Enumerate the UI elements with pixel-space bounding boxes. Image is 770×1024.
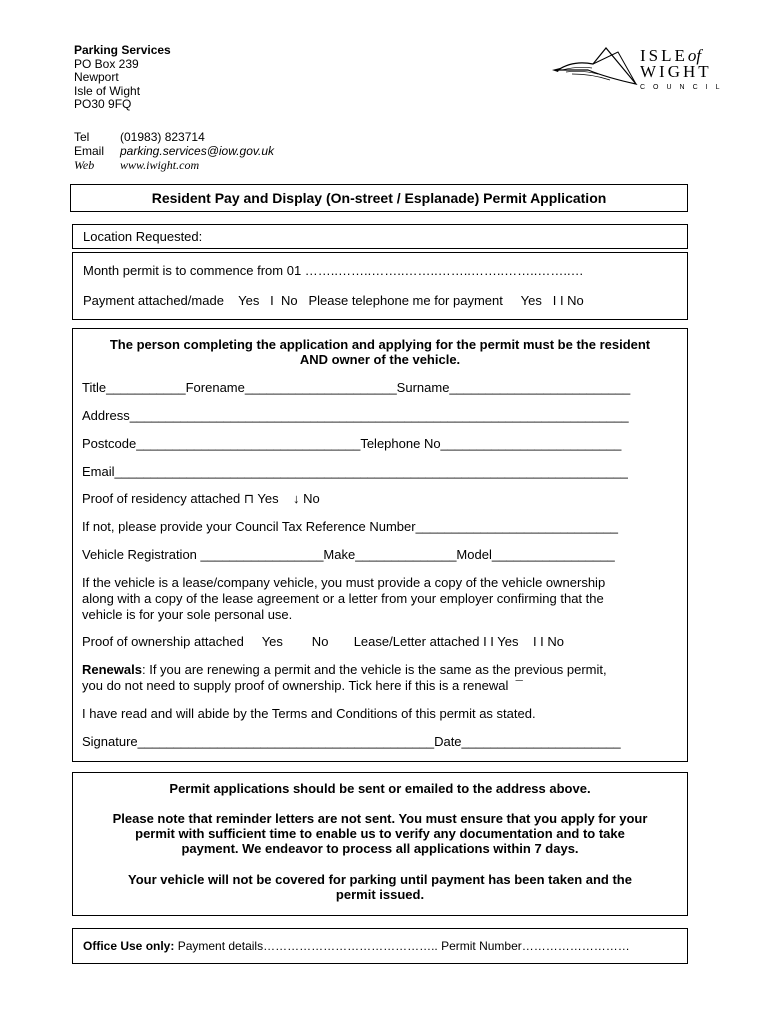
lease-note: vehicle is for your sole personal use. — [82, 607, 293, 622]
month-commence-field[interactable]: Month permit is to commence from 01 ……..……..……..……..……..……..……..……..… — [83, 263, 584, 278]
renewals-text: : If you are renewing a permit and the vehicle is the same as the previous permit, — [141, 662, 607, 677]
web-label: Web — [74, 158, 95, 172]
tel-value: (01983) 823714 — [120, 130, 205, 144]
month-payment-section — [72, 252, 688, 320]
location-label: Location Requested: — [83, 229, 203, 244]
email-value[interactable]: parking.services@iow.gov.uk — [120, 144, 275, 158]
form-title: Resident Pay and Display (On-street / Esplanade) Permit Application — [70, 184, 688, 212]
renewals-note — [82, 662, 607, 677]
terms-statement: I have read and will abide by the Terms and Conditions of this permit as stated. — [82, 706, 536, 721]
office-use-label: Office Use only: — [83, 939, 175, 953]
logo-line-1: ISLE — [640, 46, 688, 65]
web-value[interactable]: www.iwight.com — [120, 158, 200, 172]
proof-residency-checkbox[interactable]: Proof of residency attached ⊓ Yes ↓ No — [82, 491, 320, 506]
department-name: Parking Services — [74, 43, 171, 57]
address-line: Newport — [74, 70, 119, 85]
reminder-note: payment. We endeavor to process all applications within 7 days. — [181, 841, 579, 856]
coverage-note: permit issued. — [335, 887, 425, 902]
renewals-label: Renewals — [82, 662, 142, 677]
send-instruction: Permit applications should be sent or emailed to the address above. — [169, 781, 591, 796]
postcode-telephone-field[interactable]: Postcode_______________________________Telephone No_________________________ — [82, 436, 622, 451]
lease-note: If the vehicle is a lease/company vehicle, you must provide a copy of the vehicle ownership — [82, 575, 606, 590]
logo-emblem-icon — [548, 40, 638, 92]
council-tax-field[interactable]: If not, please provide your Council Tax Reference Number____________________________ — [82, 519, 619, 534]
vehicle-details-field[interactable]: Vehicle Registration _________________Make______________Model_________________ — [82, 547, 615, 562]
logo-of: of — [687, 46, 702, 65]
lease-note: along with a copy of the lease agreement or a letter from your employer confirming that the — [82, 591, 604, 606]
logo-line-3: COUNCIL — [640, 84, 728, 91]
address-line: PO Box 239 — [74, 56, 139, 71]
renewal-tick-field[interactable]: you do not need to supply proof of ownership. Tick here if this is a renewal ¯ — [82, 678, 523, 693]
address-line: Isle of Wight — [74, 83, 141, 98]
logo-line-2: WIGHT — [640, 62, 712, 81]
address-field[interactable]: Address_____________________________________________________________________ — [82, 408, 629, 423]
council-logo — [548, 40, 728, 92]
contact-block — [74, 130, 274, 172]
coverage-note: Your vehicle will not be covered for parking until payment has been taken and the — [128, 872, 632, 887]
address-block — [74, 44, 171, 112]
notice-line: The person completing the application and applying for the permit must be the resident — [109, 337, 651, 352]
location-requested-field[interactable] — [72, 224, 688, 249]
title-name-field[interactable]: Title___________Forename_____________________Surname_________________________ — [82, 380, 631, 395]
email-field[interactable]: Email_______________________________________________________________________ — [82, 464, 628, 479]
email-label: Email — [74, 144, 105, 158]
notice-line: AND owner of the vehicle. — [299, 352, 461, 367]
tel-label: Tel — [74, 130, 90, 144]
reminder-note: Please note that reminder letters are not sent. You must ensure that you apply for your — [112, 811, 648, 826]
applicant-section — [72, 328, 688, 762]
reminder-note: permit with sufficient time to enable us to verify any documentation and to take — [135, 826, 625, 841]
office-use-fields: Payment details…………………………………….. Permit Number……………………… — [174, 939, 630, 953]
payment-attached-field[interactable]: Payment attached/made Yes I No Please telephone me for payment Yes I I No — [83, 293, 584, 308]
proof-ownership-checkbox[interactable]: Proof of ownership attached Yes No Lease/Letter attached I I Yes I I No — [82, 634, 565, 649]
signature-date-field[interactable]: Signature_________________________________________Date______________________ — [82, 734, 621, 749]
logo-wordmark — [640, 48, 728, 96]
address-line: PO30 9FQ — [74, 97, 132, 112]
office-use-section — [72, 928, 688, 964]
submission-info — [72, 772, 688, 916]
